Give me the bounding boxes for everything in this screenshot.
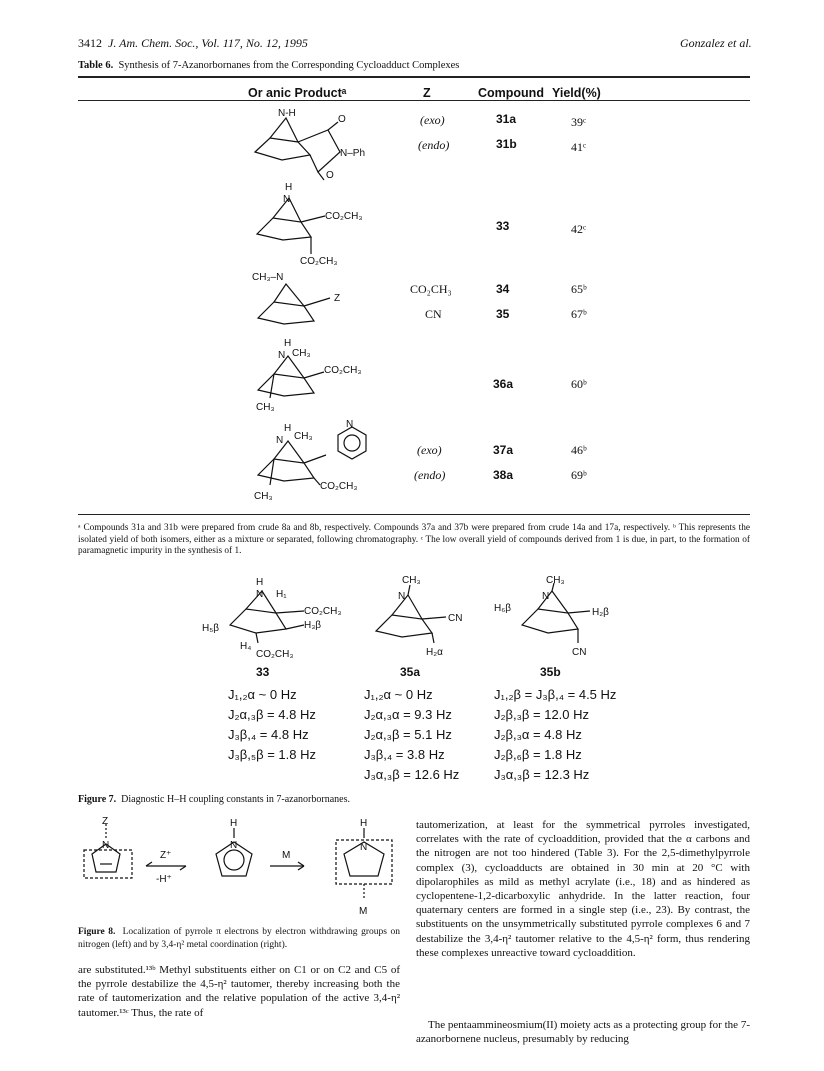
structure-33 [245, 182, 385, 267]
fig7-35a-j1: J₁,₂α ~ 0 Hz [364, 687, 433, 702]
structure-36-nch3: CH₃ [292, 348, 311, 359]
fig8-z-label: Z [102, 816, 109, 827]
row-33-compound: 33 [496, 219, 510, 233]
structure-31-o-top: O [338, 114, 346, 125]
fig7-33-n: N [256, 589, 264, 600]
row-36a-yield: 60ᵇ [571, 377, 587, 391]
structure-37-h: H [284, 423, 292, 434]
fig7-33-h: H [256, 577, 264, 588]
structure-33-ester-1: CO₂CH₃ [325, 211, 363, 222]
row-37a-compound: 37a [493, 443, 514, 457]
fig7-33-j1: J₁,₂α ~ 0 Hz [228, 687, 297, 702]
structure-31-nph: N–Ph [340, 148, 366, 159]
right-column-paragraph-1: tautomerization, at least for the symmetrical pyrroles investigated, correlates with the rate of cycloaddition, provided that the α carbons and the nitrogen are not too hindered (Table 3). For the 2,5-dimethylpyrrole complex (3), cycloadducts are obtained in 30 min at 20 °C with dipolarophiles as mild as methyl acrylate (i.e., 18) and as hindered as cyclopentene-1,2-dicarboxylic anhydride. In the latter reaction, four quaternary centers are formed in a single step (i.e., 23). By contrast, the substituents on the unsymmetrically substituted pyrrole complexes 6 and 7 destabilize the 3,4-η² tautomer relative to the 4,5-η² form, thus rendering these complexes unreactive toward cycloaddition. [416, 819, 750, 959]
row-31a-yield: 39ᶜ [571, 115, 587, 129]
structure-34-z: Z [334, 293, 341, 304]
row-37a-yield: 46ᵇ [571, 443, 587, 457]
fig7-label-35b: 35b [540, 665, 561, 679]
structure-37-n: N [276, 435, 284, 446]
journal-citation: J. Am. Chem. Soc., Vol. 117, No. 12, 1995 [108, 36, 308, 50]
fig7-35a-j3: J₂α,₃β = 5.1 Hz [364, 727, 452, 742]
fig7-33-j2: J₂α,₃β = 4.8 Hz [228, 707, 316, 722]
structure-31-o-bottom: O [326, 170, 334, 181]
fig7-35a-ch3: CH₃ [402, 575, 421, 586]
fig7-35b-j3: J₂β,₃α = 4.8 Hz [494, 727, 582, 742]
fig8-hminus: -H⁺ [156, 874, 172, 885]
fig7-35b-j5: J₃α,₃β = 12.3 Hz [494, 767, 590, 782]
col-header-yield: Yield(%) [552, 86, 601, 100]
structure-34-35 [248, 266, 388, 336]
structure-31 [240, 100, 380, 180]
fig7-35a-n: N [398, 591, 406, 602]
figure8-label: Figure 8. [78, 927, 116, 937]
fig8-n-middle: N [230, 840, 238, 851]
row-34-z: CO₂CH₃ [410, 282, 452, 296]
running-header [78, 36, 308, 51]
structure-36-ester: CO₂CH₃ [324, 365, 362, 376]
figure7-caption [78, 794, 350, 805]
row-31a-compound: 31a [496, 112, 517, 126]
fig7-35b-j1: J₁,₂β = J₃β,₄ = 4.5 Hz [494, 687, 617, 702]
fig7-structure-35a [370, 575, 510, 660]
fig7-35b-ch3: CH₃ [546, 575, 565, 586]
figure8-caption [78, 926, 400, 951]
table-footnote: ᵃ Compounds 31a and 31b were prepared from crude 8a and 8b, respectively. Compounds 37a and 37b were prepared from crude 14a and 17a, respectively. ᵇ This represents the isolated yield of both isomers, either as a mixture or separated, following chromatography. ᶜ The low overall yield of compounds derived from 1 is due, in part, to the formation of paramagnetic impurity in the synthesis of 1. [78, 523, 750, 556]
structure-37-nch3: CH₃ [294, 431, 313, 442]
row-35-compound: 35 [496, 307, 510, 321]
figure8-diagram [82, 818, 402, 920]
table-caption [78, 60, 459, 71]
structure-33-ester-2: CO₂CH₃ [300, 256, 338, 267]
fig8-m-bottom: M [359, 906, 368, 917]
fig7-structure-33 [200, 575, 370, 660]
structure-37-ester: CO₂CH₃ [320, 481, 358, 492]
row-38a-yield: 69ᵇ [571, 468, 587, 482]
table-header-rule [78, 100, 750, 101]
fig7-35b-cn: CN [572, 647, 587, 658]
structure-37-38 [248, 415, 398, 510]
page-number: 3412 [78, 36, 102, 50]
structure-37-ch3: CH₃ [254, 491, 273, 502]
row-34-compound: 34 [496, 282, 510, 296]
fig7-33-ester-1: CO₂CH₃ [304, 606, 342, 617]
fig7-35a-h2a: H₂α [426, 647, 443, 658]
structure-31-nh: N-H [278, 108, 296, 119]
structure-33-h: H [285, 182, 293, 193]
author-header: Gonzalez et al. [680, 36, 752, 50]
fig7-35a-j4: J₃β,₄ = 3.8 Hz [364, 747, 445, 762]
col-header-compound: Compound [478, 86, 544, 100]
figure7-text: Diagnostic H–H coupling constants in 7-azanorbornanes. [121, 794, 350, 805]
right-column-paragraph-2: The pentaammineosmium(II) moiety acts as a protecting group for the 7-azanorbornene nucleus, presumably by reducing [416, 1019, 750, 1046]
row-31b-yield: 41ᶜ [571, 140, 587, 154]
fig8-n-left: N [102, 840, 110, 851]
row-37a-z: (exo) [417, 443, 442, 457]
structure-33-n: N [283, 194, 291, 205]
fig8-n-right: N [360, 842, 368, 853]
row-31b-z: (endo) [418, 138, 450, 152]
row-34-yield: 65ᵇ [571, 282, 587, 296]
table-title: Synthesis of 7-Azanorbornanes from the Corresponding Cycloadduct Complexes [118, 60, 460, 71]
fig8-h-middle: H [230, 818, 238, 829]
table-top-rule [78, 76, 750, 78]
fig8-h-right: H [360, 818, 368, 829]
fig7-structure-35b [492, 575, 642, 660]
fig8-m-arrow: M [282, 850, 291, 861]
fig7-33-j4: J₃β,₅β = 1.8 Hz [228, 747, 316, 762]
figure8-text: Localization of pyrrole π electrons by electron withdrawing groups on nitrogen (left) and by 3,4-η² metal coordination (right). [78, 927, 400, 950]
row-31b-compound: 31b [496, 137, 517, 151]
fig7-33-h3b: H₃β [304, 620, 322, 631]
fig7-35a-j5: J₃α,₃β = 12.6 Hz [364, 767, 460, 782]
structure-37-pyridine-n: N [346, 419, 354, 430]
fig7-33-ester-2: CO₂CH₃ [256, 649, 294, 660]
row-38a-z: (endo) [414, 468, 446, 482]
figure7-label: Figure 7. [78, 794, 117, 805]
structure-36-n: N [278, 350, 286, 361]
row-35-z: CN [425, 307, 442, 321]
fig7-33-h1: H₁ [276, 589, 287, 600]
fig7-35b-j2: J₂β,₃β = 12.0 Hz [494, 707, 590, 722]
structure-36 [248, 338, 388, 418]
table-label: Table 6. [78, 60, 114, 71]
fig7-35a-j2: J₂α,₃α = 9.3 Hz [364, 707, 452, 722]
fig7-35a-cn: CN [448, 613, 463, 624]
structure-36-ch3: CH₃ [256, 402, 275, 413]
structure-34-ch3n: CH₃–N [252, 272, 284, 283]
row-33-yield: 42ᶜ [571, 222, 587, 236]
fig7-35b-j4: J₂β,₆β = 1.8 Hz [494, 747, 582, 762]
row-31a-z: (exo) [420, 113, 445, 127]
col-header-z: Z [423, 86, 431, 100]
fig7-33-h4: H₄ [240, 641, 252, 652]
fig7-35b-h2b: H₂β [592, 607, 609, 618]
fig7-35b-h6b: H₆β [494, 603, 512, 614]
left-column-text: are substituted.¹³ᵇ Methyl substituents either on C1 or on C2 and C5 of the pyrrole destabilize the 4,5-η² tautomer, thereby increasing both the rate of tautomerization and the relative population of the active 3,4-η² tautomer.¹³ᶜ Thus, the rate of [78, 964, 400, 1019]
fig7-label-35a: 35a [400, 665, 421, 679]
row-38a-compound: 38a [493, 468, 514, 482]
fig7-33-j3: J₃β,₄ = 4.8 Hz [228, 727, 309, 742]
fig7-33-h5b: H₅β [202, 623, 220, 634]
table-bottom-rule [78, 514, 750, 515]
fig7-35b-n: N [542, 591, 550, 602]
col-header-product: Or anic Productᵃ [248, 86, 347, 100]
fig7-label-33: 33 [256, 665, 270, 679]
row-36a-compound: 36a [493, 377, 514, 391]
structure-36-h: H [284, 338, 292, 349]
fig8-zplus: Z⁺ [160, 850, 172, 861]
row-35-yield: 67ᵇ [571, 307, 587, 321]
